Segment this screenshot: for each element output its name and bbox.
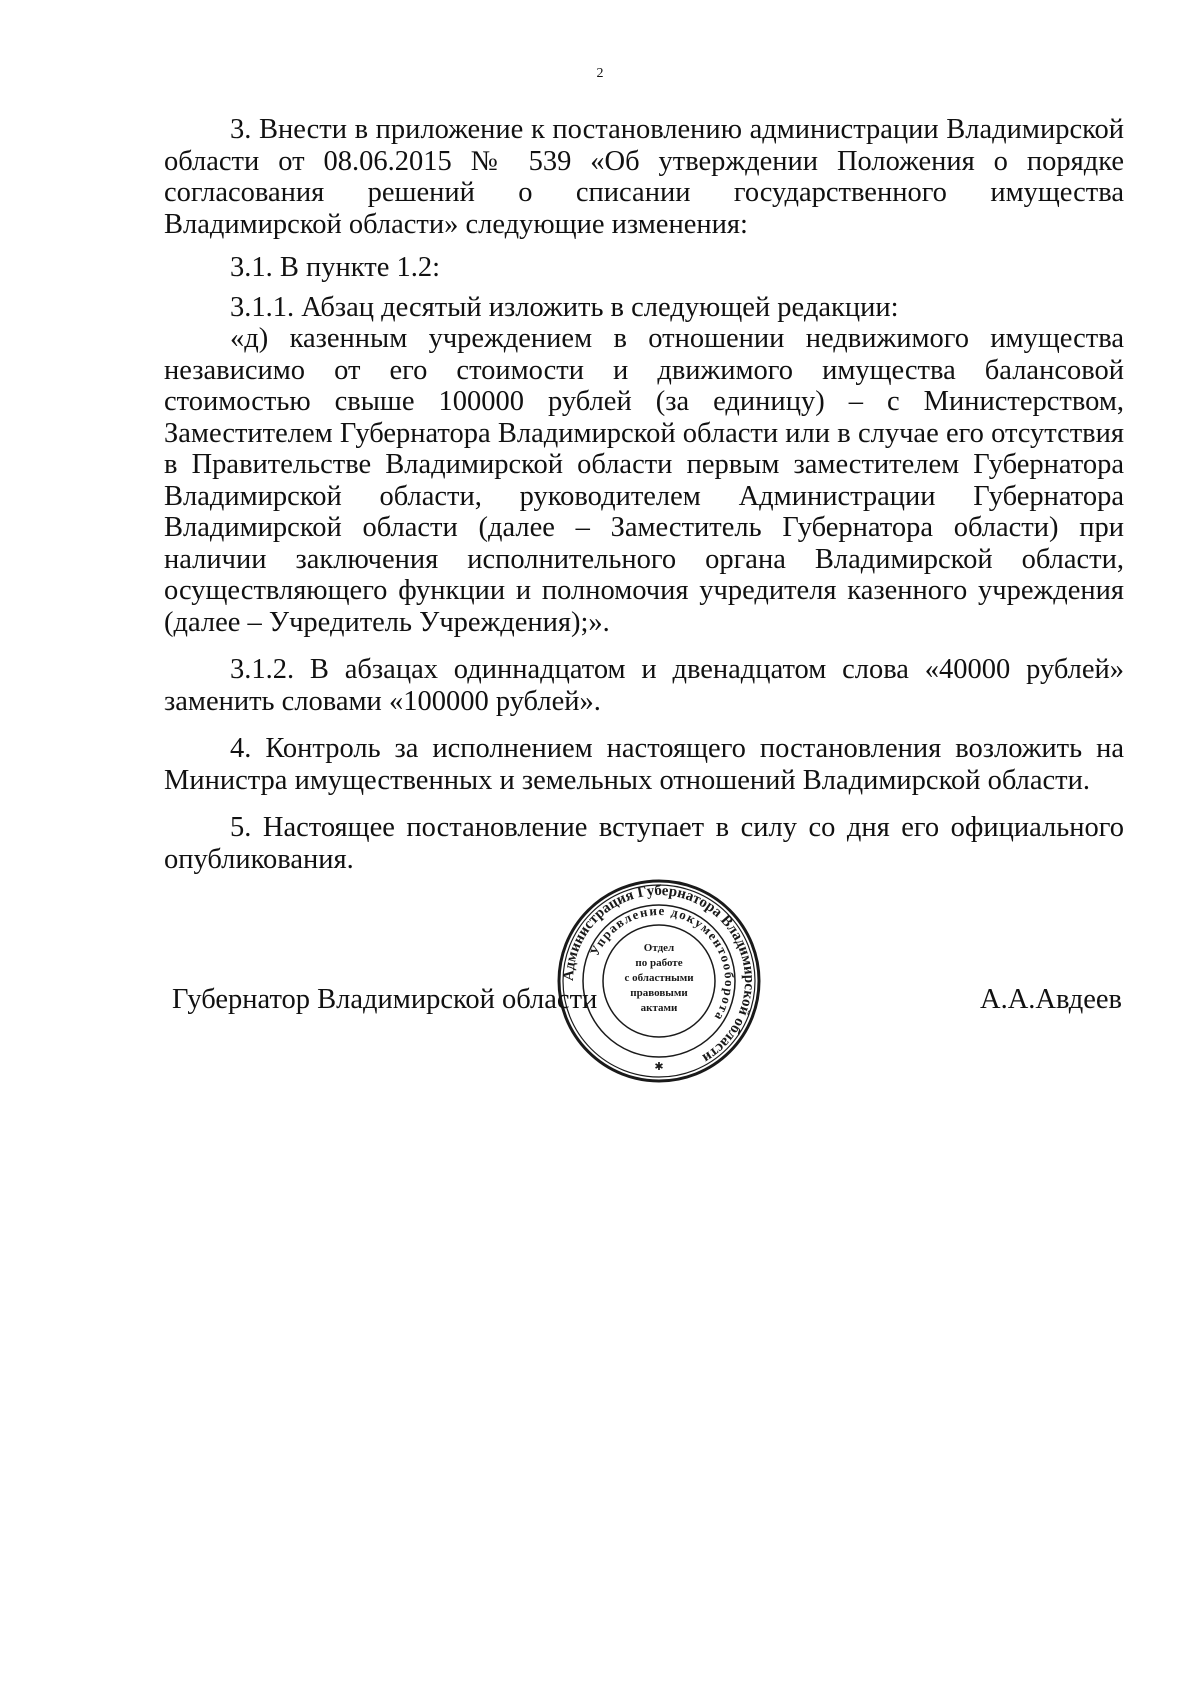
paragraph-item-3: 3. Внести в приложение к постановлению администрации Владимирской области от 08.06.2015 № 539 «Об утверждении Положения о порядке согласования решений о списании государственного имущества Владимирской области» следующие изменения: <box>164 114 1124 240</box>
paragraph-item-3-1-2: 3.1.2. В абзацах одиннадцатом и двенадцатом слова «40000 рублей» заменить словами «100000 рублей». <box>164 654 1124 717</box>
stamp-center-line: актами <box>640 1002 678 1014</box>
paragraph-item-4: 4. Контроль за исполнением настоящего постановления возложить на Министра имущественных и земельных отношений Владимирской области. <box>164 733 1124 796</box>
stamp-center-line: с областными <box>624 972 694 984</box>
paragraph-new-wording: «д) казенным учреждением в отношении недвижимого имущества независимо от его стоимости и движимого имущества балансовой стоимостью свыше 100000 рублей (за единицу) – с Министерством, Заместителем Губернатора Владимирской области или в случае его отсутствия в Правительстве Владимирской области первым заместителем Губернатора Владимирской области, руководителем Администрации Губернатора Владимирской области (далее – Заместитель Губернатора области) при наличии заключения исполнительного органа Владимирской области, осуществляющего функции и полномочия учредителя казенного учреждения (далее – Учредитель Учреждения);». <box>164 323 1124 638</box>
paragraph-item-3-1-1: 3.1.1. Абзац десятый изложить в следующей редакции: <box>230 291 899 323</box>
page-number: 2 <box>596 66 604 81</box>
stamp-outer-text: Администрация Губернатора Владимирской области <box>560 882 758 1067</box>
stamp-star-icon: ✱ <box>654 1061 664 1073</box>
signer-name: А.А.Авдеев <box>980 984 1122 1015</box>
official-stamp <box>556 878 762 1084</box>
document-body <box>164 114 1124 875</box>
paragraph-item-5: 5. Настоящее постановление вступает в силу со дня его официального опубликования. <box>164 812 1124 875</box>
stamp-center-line: Отдел <box>643 942 675 954</box>
stamp-center-line: правовыми <box>630 987 688 999</box>
stamp-seal-icon <box>556 878 762 1084</box>
stamp-inner-text: Управление документооборота <box>586 902 738 1025</box>
signer-position: Губернатор Владимирской области <box>172 984 598 1015</box>
paragraph-item-3-1: 3.1. В пункте 1.2: <box>230 252 441 283</box>
stamp-center-line: по работе <box>635 957 683 969</box>
